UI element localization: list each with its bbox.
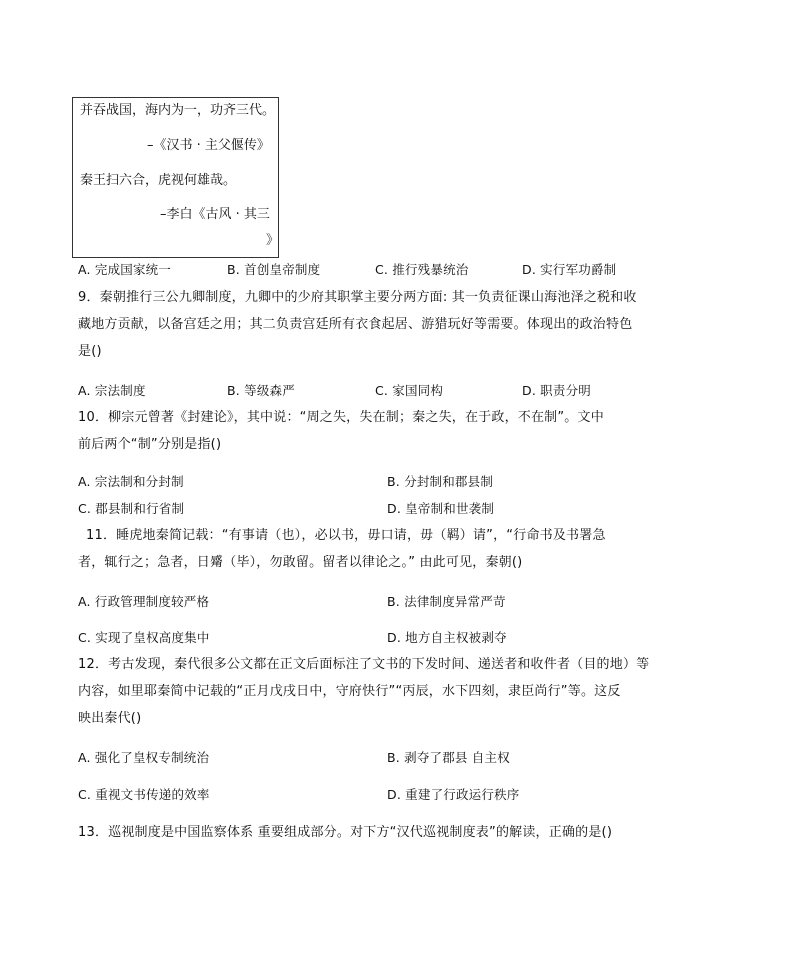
q9-option-b[interactable]: B. 等级森严 <box>227 383 295 398</box>
q11-option-a[interactable]: A. 行政管理制度较严格 <box>78 594 210 609</box>
quote-box <box>72 97 279 258</box>
q13-stem-line-1: 13．巡视制度是中国监察体系 重要组成部分。对下方“汉代巡视制度表”的解读，正确的是() <box>78 825 613 840</box>
q10-stem-line-1: 10．柳宗元曾著《封建论》，其中说：“周之失，失在制；秦之失，在于政，不在制”。文中 <box>78 410 604 425</box>
q11-option-c[interactable]: C. 实现了皇权高度集中 <box>78 630 210 645</box>
q9-stem-line-3: 是() <box>78 344 102 359</box>
q10-option-a[interactable]: A. 宗法制和分封制 <box>78 474 184 489</box>
q10-option-c[interactable]: C. 郡县制和行省制 <box>78 501 185 516</box>
q11-option-b[interactable]: B. 法律制度异常严苛 <box>387 594 506 609</box>
q12-stem-line-2: 内容，如里耶秦简中记载的“正月戊戌日中，守府快行”“丙辰，水下四刻，隶臣尚行”等。这反 <box>78 684 621 699</box>
q8-option-a[interactable]: A. 完成国家统一 <box>78 262 172 277</box>
q10-option-d[interactable]: D. 皇帝制和世袭制 <box>387 501 495 516</box>
q9-option-c[interactable]: C. 家国同构 <box>375 383 444 398</box>
quote-line-2: 秦王扫六合，虎视何雄哉。 <box>80 173 237 188</box>
q8-option-c[interactable]: C. 推行残暴统治 <box>375 262 469 277</box>
quote-source-2: –李白《古风 · 其三 <box>160 207 270 222</box>
q9-stem-line-2: 藏地方贡献，以备宫廷之用；其二负责宫廷所有衣食起居、游猎玩好等需要。体现出的政治特色 <box>78 317 633 332</box>
q10-stem-line-2: 前后两个“制”分别是指() <box>78 437 222 452</box>
q9-option-a[interactable]: A. 宗法制度 <box>78 383 146 398</box>
q12-option-c[interactable]: C. 重视文书传递的效率 <box>78 787 210 802</box>
q11-stem-line-1: 11．睡虎地秦简记载：“有事请（也），必以书，毋口请，毋（羁）请”，“行命书及书署急 <box>86 528 606 543</box>
q8-option-d[interactable]: D. 实行军功爵制 <box>522 262 617 277</box>
q8-option-b[interactable]: B. 首创皇帝制度 <box>227 262 321 277</box>
q9-stem-line-1: 9．秦朝推行三公九卿制度，九卿中的少府其职掌主要分两方面: 其一负责征课山海池泽之税和收 <box>78 290 637 305</box>
q11-option-d[interactable]: D. 地方自主权被剥夺 <box>387 630 507 645</box>
q11-stem-line-2: 者，辄行之；急者，日觱（毕），勿敢留。留者以律论之。” 由此可见，秦朝() <box>78 555 523 570</box>
q12-option-a[interactable]: A. 强化了皇权专制统治 <box>78 750 210 765</box>
q12-stem-line-1: 12．考古发现，秦代很多公文都在正文后面标注了文书的下发时间、递送者和收件者（目的地）等 <box>78 657 650 672</box>
q12-option-d[interactable]: D. 重建了行政运行秩序 <box>387 787 520 802</box>
q12-option-b[interactable]: B. 剥夺了郡县 自主权 <box>387 750 510 765</box>
quote-source-2-end: 》 <box>266 233 280 248</box>
quote-line-1: 并吞战国，海内为一，功齐三代。 <box>80 103 276 118</box>
q9-option-d[interactable]: D. 职责分明 <box>522 383 591 398</box>
q12-stem-line-3: 映出秦代() <box>78 711 142 726</box>
quote-source-1: –《汉书 · 主父偃传》 <box>147 138 270 153</box>
q10-option-b[interactable]: B. 分封制和郡县制 <box>387 474 494 489</box>
